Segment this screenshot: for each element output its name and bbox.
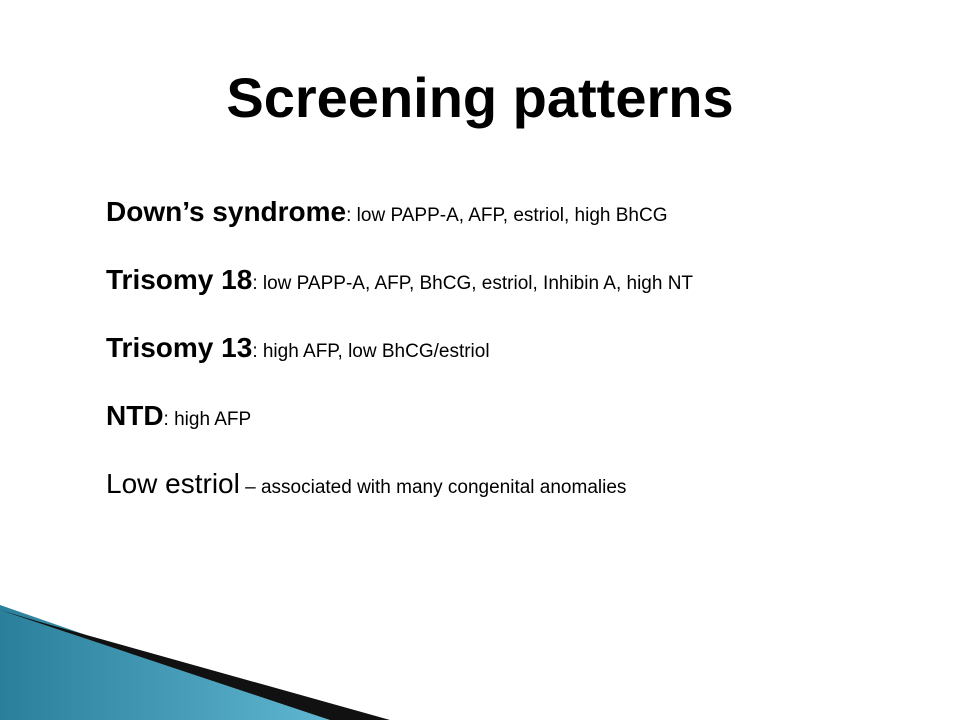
item-detail: : low PAPP-A, AFP, BhCG, estriol, Inhibin A, high NT	[252, 273, 694, 294]
item-detail: – associated with many congenital anomalies	[239, 477, 627, 498]
screening-list	[106, 190, 936, 530]
item-detail: : high AFP	[163, 409, 252, 430]
list-item-ntd	[106, 394, 936, 462]
item-detail: : low PAPP-A, AFP, estriol, high BhCG	[346, 205, 668, 226]
decorative-corner-band	[0, 560, 960, 720]
item-term: Low estriol	[106, 468, 240, 499]
slide-title: Screening patterns	[226, 66, 734, 129]
list-item-downs	[106, 190, 936, 258]
list-item-low-estriol	[106, 462, 936, 530]
item-term: NTD	[106, 400, 164, 431]
item-detail: : high AFP, low BhCG/estriol	[252, 341, 490, 362]
list-item-trisomy-18	[106, 258, 936, 326]
item-term: Trisomy 13	[106, 332, 253, 363]
list-item-trisomy-13	[106, 326, 936, 394]
item-term: Trisomy 18	[106, 264, 253, 295]
item-term: Down’s syndrome	[106, 196, 347, 227]
